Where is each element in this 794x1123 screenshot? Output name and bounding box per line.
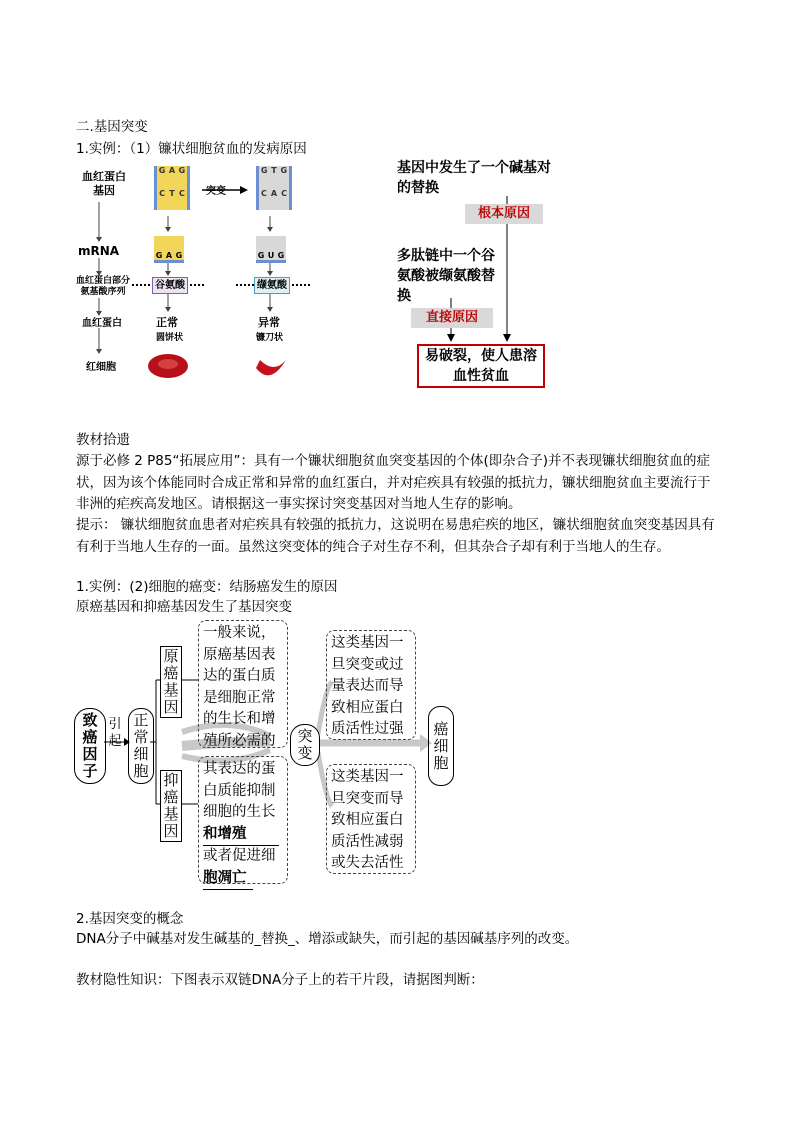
desc-line: 和增殖 xyxy=(203,824,279,847)
result-line: 旦突变而导 xyxy=(331,790,404,807)
tumor-suppressor-label: 抑癌基因 xyxy=(163,771,179,840)
induce-label: 引起 xyxy=(108,717,122,749)
concept-text: DNA分子中碱基对发生碱基的_替换_、增添或缺失，而引起的基因碱基序列的改变。 xyxy=(76,931,579,947)
base: C xyxy=(178,189,185,198)
base: A xyxy=(165,251,173,260)
normal-shape-label: 圆饼状 xyxy=(156,333,184,343)
result-box: 易破裂，使人患溶血性贫血 xyxy=(417,344,545,388)
direct-cause-label: 直接原因 xyxy=(411,308,493,328)
gene-label: 血红蛋白基因 xyxy=(82,170,126,197)
result-line: 旦突变或过 xyxy=(331,656,404,673)
base: C xyxy=(159,189,165,198)
root-cause-label: 根本原因 xyxy=(465,204,543,224)
pickup-hint: 提示： 镰状细胞贫血患者对疟疾具有较强的抵抗力，这说明在易患疟疾的地区，镰状细胞贫血突变基因具有有利于当地人生存的一面。虽然这突变体的纯合子对生存不利，但其杂合子却有利于当地人的生存。 xyxy=(76,517,715,555)
result-line: 致相应蛋白 xyxy=(331,812,404,828)
tumor-suppressor-box xyxy=(160,770,182,842)
base: G xyxy=(158,166,166,175)
section-title: 二.基因突变 xyxy=(76,119,148,135)
mrna-label: mRNA xyxy=(78,244,120,258)
normal-mrna xyxy=(154,236,184,263)
proto-oncogene-label: 原癌基因 xyxy=(163,647,179,716)
proto-result-box xyxy=(326,630,416,740)
carcinogen-label: 致癌因子 xyxy=(82,711,98,780)
base: C xyxy=(281,189,287,198)
example2-subheading: 原癌基因和抑癌基因发生了基因突变 xyxy=(76,599,292,615)
desc-line: 是细胞正常 xyxy=(203,689,276,706)
result-line: 致相应蛋白 xyxy=(331,699,404,716)
rbc-label: 红细胞 xyxy=(86,362,116,373)
carcinogen-oval xyxy=(74,708,106,784)
example2-heading: 1.实例：(2)细胞的癌变：结肠癌发生的原因 xyxy=(76,579,338,595)
pickup-source: 源于必修 2 P85“拓展应用”：具有一个镰状细胞贫血突变基因的个体(即杂合子)并不表现镰状细胞贫血的症状，因为该个体能同时合成正常和异常的血红蛋白，并对疟疾具有较强的抵抗力，镰状细胞贫血主要流行于非洲的疟疾高发地区。请根据这一事实探讨突变基因对当地人生存的影响。 xyxy=(76,453,711,512)
example1-heading: 1.实例：（1）镰状细胞贫血的发病原因 xyxy=(76,141,307,157)
base: G xyxy=(178,166,186,175)
mutation-flow-label: 突变 xyxy=(297,727,313,762)
result-line: 这类基因一 xyxy=(331,769,404,785)
result-line: 质活性过强 xyxy=(331,721,404,737)
mutant-amino-acid: 缬氨酸 xyxy=(254,277,290,294)
base: T xyxy=(271,166,277,175)
base: A xyxy=(270,189,278,198)
normal-cell-oval xyxy=(128,708,154,784)
result-line: 量表达而导 xyxy=(331,678,404,694)
mutant-dna-strand xyxy=(256,166,292,210)
normal-amino-acid: 谷氨酸 xyxy=(152,277,188,294)
result-line: 这类基因一 xyxy=(331,635,404,651)
desc-line: 其表达的蛋 xyxy=(203,761,276,777)
abnormal-shape-label: 镰刀状 xyxy=(256,333,284,343)
sickle-cell-diagram xyxy=(70,160,330,390)
aa-seq-label: 血红蛋白部分氨基酸序列 xyxy=(76,276,131,297)
amino-acid-substitution: 多肽链中一个谷氨酸被缬氨酸替换 xyxy=(397,248,495,304)
normal-cell-label: 正常细胞 xyxy=(133,711,149,780)
base: G xyxy=(260,166,268,175)
base-pair-substitution: 基因中发生了一个碱基对的替换 xyxy=(397,160,551,196)
cancer-cell-label: 癌细胞 xyxy=(433,719,449,772)
cancer-cell-oval xyxy=(428,706,454,786)
desc-line: 原癌基因表 xyxy=(203,646,276,663)
cancer-flow-diagram xyxy=(70,616,460,886)
mutation-label: 突变 xyxy=(206,186,226,197)
mutant-mrna xyxy=(256,236,286,263)
desc-line: 或者促进细 xyxy=(203,848,276,864)
desc-line: 胞凋亡 xyxy=(203,868,253,891)
desc-line: 细胞的生长 xyxy=(203,804,276,820)
protein-label: 血红蛋白 xyxy=(82,318,122,329)
base: G xyxy=(277,251,285,260)
result-line: 或失去活性 xyxy=(331,855,404,871)
base: T xyxy=(169,189,175,198)
desc-line: 的生长和增 xyxy=(203,711,276,727)
result-line: 质活性减弱 xyxy=(331,833,404,850)
desc-line: 殖所必需的 xyxy=(203,732,276,749)
concept-heading: 2.基因突变的概念 xyxy=(76,911,184,927)
mutation-oval xyxy=(290,724,320,766)
abnormal-label: 异常 xyxy=(258,316,280,329)
desc-line: 白质能抑制 xyxy=(203,782,276,799)
normal-label: 正常 xyxy=(156,316,178,329)
hidden-knowledge-text: 教材隐性知识：下图表示双链DNA分子上的若干片段，请据图判断： xyxy=(76,972,484,988)
suppressor-result-box xyxy=(326,764,416,874)
normal-dna-strand xyxy=(154,166,190,210)
base: U xyxy=(267,251,275,260)
base: G xyxy=(175,251,183,260)
suppressor-desc-box xyxy=(198,756,288,884)
desc-line: 达的蛋白质 xyxy=(203,668,276,684)
base: G xyxy=(155,251,163,260)
pickup-title: 教材拾遗 xyxy=(76,432,130,448)
base: A xyxy=(168,166,176,175)
base: G xyxy=(257,251,265,260)
desc-line: 一般来说， xyxy=(203,625,276,641)
base: G xyxy=(280,166,288,175)
proto-desc-box xyxy=(198,620,288,748)
base: C xyxy=(261,189,267,198)
cause-diagram xyxy=(395,158,575,392)
proto-oncogene-box xyxy=(160,646,182,718)
